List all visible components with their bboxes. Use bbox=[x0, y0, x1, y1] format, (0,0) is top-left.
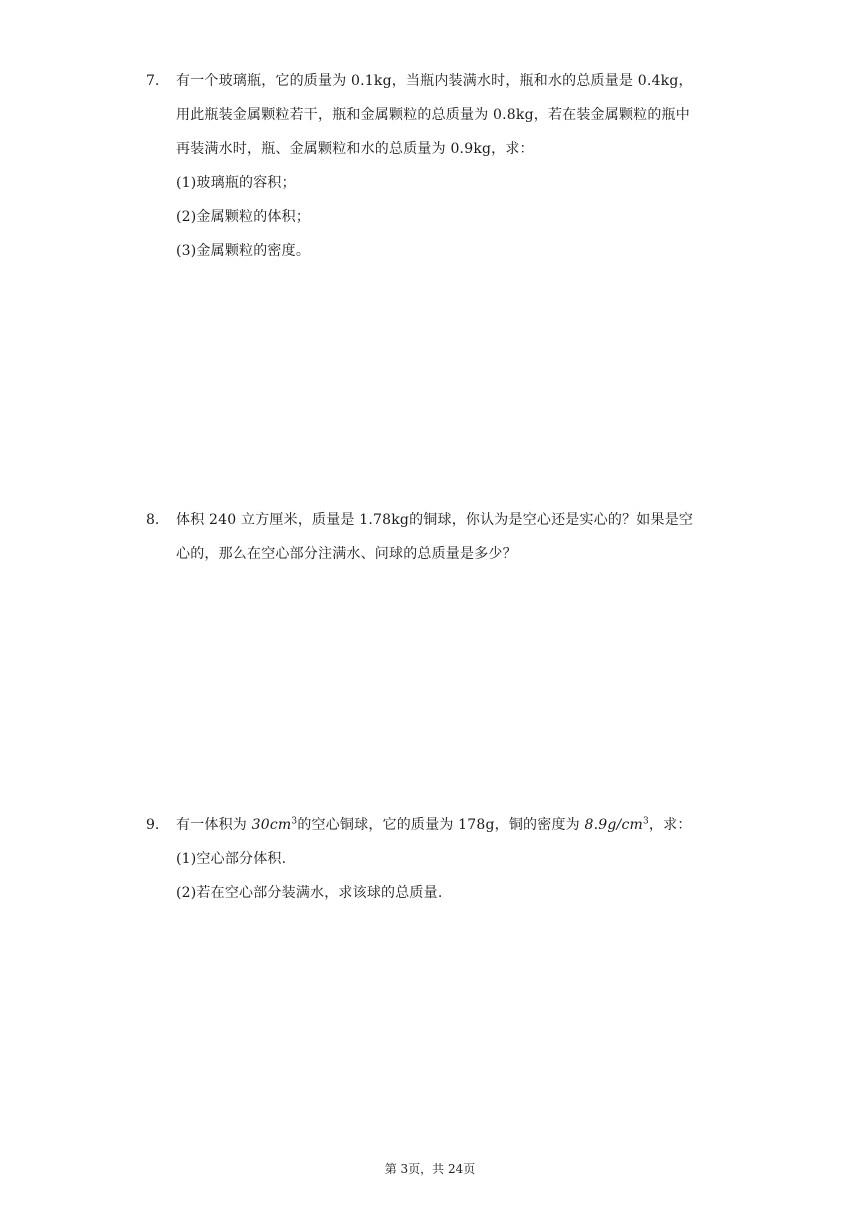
text-segment: 有一体积为 bbox=[176, 817, 252, 833]
text-segment: 的空心铜球，它的质量为 178g，铜的密度为 bbox=[297, 817, 585, 833]
question-text-line: 心的，那么在空心部分注满水、问球的总质量是多少？ bbox=[176, 546, 517, 562]
question-text-line: 有一个玻璃瓶，它的质量为 0.1kg，当瓶内装满水时，瓶和水的总质量是 0.4kg， bbox=[176, 73, 693, 89]
question-body bbox=[176, 808, 726, 910]
sub-question: (2)金属颗粒的体积； bbox=[176, 209, 311, 225]
question-text-line: 体积 240 立方厘米，质量是 1.78kg的铜球，你认为是空心还是实心的？如果是空 bbox=[176, 512, 694, 528]
question-number: 8. bbox=[146, 512, 160, 528]
sub-question: (2)若在空心部分装满水，求该球的总质量. bbox=[176, 885, 443, 901]
question-9 bbox=[146, 808, 726, 910]
question-body bbox=[176, 503, 726, 571]
question-text-line bbox=[176, 808, 726, 842]
question-text-line: 用此瓶装金属颗粒若干，瓶和金属颗粒的总质量为 0.8kg，若在装金属颗粒的瓶中 bbox=[176, 107, 690, 123]
math-volume: 30cm bbox=[251, 817, 292, 833]
question-7 bbox=[146, 64, 726, 268]
question-body bbox=[176, 64, 726, 268]
math-density: 8.9g/cm bbox=[584, 817, 643, 833]
sub-question: (1)玻璃瓶的容积； bbox=[176, 175, 296, 191]
page-footer: 第 3页，共 24页 bbox=[384, 1162, 476, 1176]
math-exponent: 3 bbox=[642, 816, 649, 827]
question-8 bbox=[146, 503, 726, 571]
question-number: 7. bbox=[146, 73, 160, 89]
question-text-line: 再装满水时，瓶、金属颗粒和水的总质量为 0.9kg，求： bbox=[176, 141, 534, 157]
sub-question: (3)金属颗粒的密度。 bbox=[176, 243, 311, 259]
math-exponent: 3 bbox=[291, 816, 298, 827]
text-segment: ，求： bbox=[648, 817, 692, 833]
question-number: 9. bbox=[146, 817, 160, 833]
sub-question: (1)空心部分体积. bbox=[176, 851, 287, 867]
